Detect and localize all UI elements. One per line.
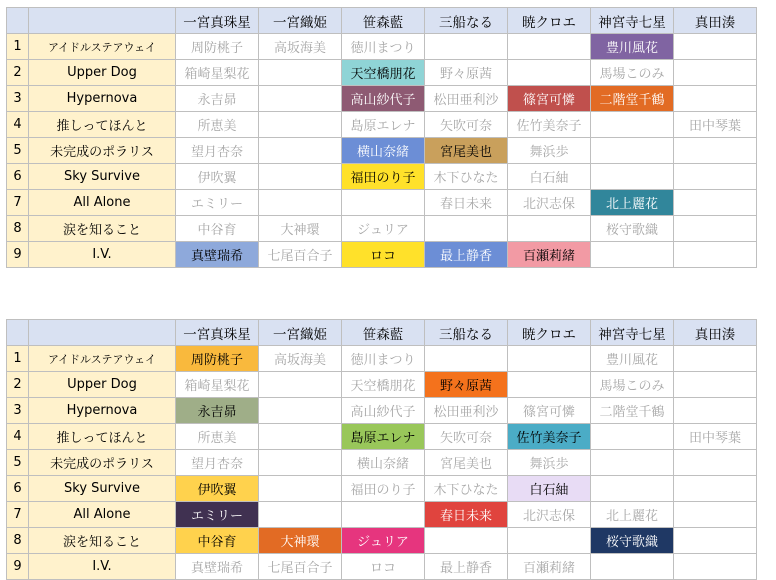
member-cell[interactable]: 福田のり子 — [342, 164, 425, 190]
header-row — [7, 320, 757, 346]
member-cell[interactable]: 二階堂千鶴 — [591, 398, 674, 424]
header-blank — [7, 320, 29, 346]
row-number: 5 — [7, 450, 29, 476]
row-number: 8 — [7, 216, 29, 242]
member-cell[interactable]: 矢吹可奈 — [425, 112, 508, 138]
member-cell[interactable]: 馬場このみ — [591, 60, 674, 86]
member-cell[interactable] — [591, 138, 674, 164]
member-cell[interactable] — [259, 164, 342, 190]
member-cell[interactable]: 春日未来 — [425, 502, 508, 528]
table-row — [7, 86, 757, 112]
member-cell[interactable]: 桜守歌織 — [591, 216, 674, 242]
song-title: I.V. — [29, 554, 176, 580]
member-cell[interactable] — [425, 528, 508, 554]
member-cell[interactable]: 佐竹美奈子 — [508, 112, 591, 138]
member-cell[interactable] — [508, 372, 591, 398]
member-cell[interactable]: 横山奈緒 — [342, 450, 425, 476]
member-cell[interactable]: 中谷育 — [176, 216, 259, 242]
member-cell[interactable] — [259, 190, 342, 216]
song-title: Upper Dog — [29, 60, 176, 86]
member-cell[interactable]: 七尾百合子 — [259, 242, 342, 268]
member-cell[interactable]: 伊吹翼 — [176, 164, 259, 190]
column-header: 神宮寺七星 — [591, 320, 674, 346]
member-cell[interactable] — [674, 372, 757, 398]
member-cell[interactable]: 真壁瑞希 — [176, 242, 259, 268]
member-cell[interactable] — [342, 190, 425, 216]
member-cell[interactable]: 木下ひなた — [425, 164, 508, 190]
member-cell[interactable]: 高坂海美 — [259, 346, 342, 372]
member-cell[interactable]: ジュリア — [342, 216, 425, 242]
song-title: Hypernova — [29, 86, 176, 112]
member-cell[interactable]: 七尾百合子 — [259, 554, 342, 580]
member-cell[interactable]: 横山奈緒 — [342, 138, 425, 164]
song-title: Sky Survive — [29, 164, 176, 190]
table-row — [7, 216, 757, 242]
member-cell[interactable] — [674, 34, 757, 60]
member-cell[interactable] — [591, 424, 674, 450]
member-cell[interactable]: 望月杏奈 — [176, 450, 259, 476]
member-cell[interactable]: 舞浜歩 — [508, 450, 591, 476]
table-row — [7, 164, 757, 190]
row-number: 5 — [7, 138, 29, 164]
table-row — [7, 60, 757, 86]
column-header: 神宮寺七星 — [591, 8, 674, 34]
member-cell[interactable]: 北沢志保 — [508, 190, 591, 216]
member-cell[interactable]: 天空橋朋花 — [342, 60, 425, 86]
member-cell[interactable] — [674, 242, 757, 268]
member-cell[interactable]: 伊吹翼 — [176, 476, 259, 502]
member-cell[interactable] — [259, 424, 342, 450]
member-cell[interactable] — [674, 528, 757, 554]
row-number: 6 — [7, 476, 29, 502]
row-number: 1 — [7, 346, 29, 372]
column-header: 笹森藍 — [342, 8, 425, 34]
member-cell[interactable]: 高山紗代子 — [342, 398, 425, 424]
member-cell[interactable] — [425, 34, 508, 60]
member-cell[interactable]: エミリー — [176, 190, 259, 216]
row-number: 6 — [7, 164, 29, 190]
member-cell[interactable]: ジュリア — [342, 528, 425, 554]
member-cell[interactable]: 松田亜利沙 — [425, 86, 508, 112]
table-row — [7, 554, 757, 580]
member-cell[interactable] — [591, 242, 674, 268]
member-cell[interactable]: 箱崎星梨花 — [176, 372, 259, 398]
column-header: 一宮織姫 — [259, 8, 342, 34]
member-cell[interactable] — [674, 502, 757, 528]
member-cell[interactable] — [425, 216, 508, 242]
member-cell[interactable]: 高坂海美 — [259, 34, 342, 60]
member-cell[interactable] — [591, 450, 674, 476]
column-header: 三船なる — [425, 320, 508, 346]
member-cell[interactable]: 舞浜歩 — [508, 138, 591, 164]
header-blank — [7, 8, 29, 34]
member-cell[interactable]: 最上静香 — [425, 554, 508, 580]
member-cell[interactable]: 北沢志保 — [508, 502, 591, 528]
member-cell[interactable]: 白石紬 — [508, 476, 591, 502]
member-cell[interactable]: 永吉昴 — [176, 398, 259, 424]
column-header: 暁クロエ — [508, 8, 591, 34]
member-cell[interactable] — [259, 476, 342, 502]
member-cell[interactable]: 島原エレナ — [342, 424, 425, 450]
table-row — [7, 34, 757, 60]
member-cell[interactable]: 豊川風花 — [591, 346, 674, 372]
member-cell[interactable]: 真壁瑞希 — [176, 554, 259, 580]
member-cell[interactable]: 周防桃子 — [176, 346, 259, 372]
member-cell[interactable] — [674, 60, 757, 86]
row-number: 7 — [7, 502, 29, 528]
song-title: Hypernova — [29, 398, 176, 424]
member-cell[interactable]: 百瀬莉緒 — [508, 554, 591, 580]
member-cell[interactable]: 馬場このみ — [591, 372, 674, 398]
day1-table — [6, 7, 757, 268]
member-cell[interactable] — [674, 450, 757, 476]
song-title: 未完成のポラリス — [29, 450, 176, 476]
member-cell[interactable] — [591, 554, 674, 580]
member-cell[interactable] — [674, 164, 757, 190]
member-cell[interactable]: 桜守歌織 — [591, 528, 674, 554]
member-cell[interactable]: 大神環 — [259, 216, 342, 242]
column-header: 一宮織姫 — [259, 320, 342, 346]
member-cell[interactable] — [259, 86, 342, 112]
table-row — [7, 450, 757, 476]
member-cell[interactable]: 大神環 — [259, 528, 342, 554]
song-title: Sky Survive — [29, 476, 176, 502]
member-cell[interactable]: 野々原茜 — [425, 372, 508, 398]
member-cell[interactable] — [674, 86, 757, 112]
member-cell[interactable]: 矢吹可奈 — [425, 424, 508, 450]
song-title: アイドルステアウェイ — [29, 346, 176, 372]
table-row — [7, 476, 757, 502]
member-cell[interactable]: 田中琴葉 — [674, 112, 757, 138]
member-cell[interactable]: ロコ — [342, 554, 425, 580]
member-cell[interactable] — [259, 138, 342, 164]
column-header: 真田湊 — [674, 8, 757, 34]
row-number: 3 — [7, 86, 29, 112]
member-cell[interactable] — [508, 60, 591, 86]
member-cell[interactable]: 箱崎星梨花 — [176, 60, 259, 86]
member-cell[interactable]: 野々原茜 — [425, 60, 508, 86]
member-cell[interactable] — [674, 190, 757, 216]
table-row — [7, 398, 757, 424]
member-cell[interactable]: 豊川風花 — [591, 34, 674, 60]
member-cell[interactable]: 二階堂千鶴 — [591, 86, 674, 112]
song-title: 推しってほんと — [29, 112, 176, 138]
row-number: 2 — [7, 372, 29, 398]
header-blank — [29, 320, 176, 346]
member-cell[interactable]: 永吉昴 — [176, 86, 259, 112]
table-row — [7, 190, 757, 216]
member-cell[interactable]: 周防桃子 — [176, 34, 259, 60]
member-cell[interactable]: 松田亜利沙 — [425, 398, 508, 424]
column-header: 一宮真珠星 — [176, 320, 259, 346]
row-number: 4 — [7, 424, 29, 450]
member-cell[interactable] — [674, 138, 757, 164]
member-cell[interactable] — [259, 60, 342, 86]
column-header: 三船なる — [425, 8, 508, 34]
member-cell[interactable] — [674, 398, 757, 424]
member-cell[interactable]: 天空橋朋花 — [342, 372, 425, 398]
song-title: アイドルステアウェイ — [29, 34, 176, 60]
member-cell[interactable] — [508, 346, 591, 372]
member-cell[interactable] — [508, 34, 591, 60]
member-cell[interactable] — [425, 346, 508, 372]
column-header: 一宮真珠星 — [176, 8, 259, 34]
member-cell[interactable]: 百瀬莉緒 — [508, 242, 591, 268]
member-cell[interactable]: 中谷育 — [176, 528, 259, 554]
song-title: All Alone — [29, 190, 176, 216]
member-cell[interactable]: ロコ — [342, 242, 425, 268]
column-header: 暁クロエ — [508, 320, 591, 346]
table-row — [7, 372, 757, 398]
table-row — [7, 112, 757, 138]
member-cell[interactable]: 白石紬 — [508, 164, 591, 190]
column-header: 笹森藍 — [342, 320, 425, 346]
row-number: 4 — [7, 112, 29, 138]
member-cell[interactable]: 篠宮可憐 — [508, 86, 591, 112]
member-cell[interactable] — [591, 164, 674, 190]
member-cell[interactable]: 北上麗花 — [591, 502, 674, 528]
song-title: 涙を知ること — [29, 216, 176, 242]
table-row — [7, 346, 757, 372]
song-title: I.V. — [29, 242, 176, 268]
member-cell[interactable]: 島原エレナ — [342, 112, 425, 138]
member-cell[interactable]: 宮尾美也 — [425, 450, 508, 476]
member-cell[interactable]: 木下ひなた — [425, 476, 508, 502]
table-row — [7, 242, 757, 268]
day2-table — [6, 319, 757, 580]
member-cell[interactable]: 高山紗代子 — [342, 86, 425, 112]
member-cell[interactable]: 所恵美 — [176, 424, 259, 450]
member-cell[interactable] — [674, 554, 757, 580]
member-cell[interactable] — [674, 346, 757, 372]
member-cell[interactable]: 佐竹美奈子 — [508, 424, 591, 450]
table-row — [7, 528, 757, 554]
table-row — [7, 138, 757, 164]
member-cell[interactable] — [342, 502, 425, 528]
member-cell[interactable] — [259, 112, 342, 138]
row-number: 3 — [7, 398, 29, 424]
row-number: 8 — [7, 528, 29, 554]
member-cell[interactable]: 篠宮可憐 — [508, 398, 591, 424]
column-header: 真田湊 — [674, 320, 757, 346]
member-cell[interactable]: 宮尾美也 — [425, 138, 508, 164]
table-row — [7, 502, 757, 528]
row-number: 7 — [7, 190, 29, 216]
member-cell[interactable] — [259, 372, 342, 398]
member-cell[interactable] — [508, 528, 591, 554]
member-cell[interactable] — [259, 502, 342, 528]
member-cell[interactable] — [259, 398, 342, 424]
member-cell[interactable]: 所恵美 — [176, 112, 259, 138]
member-cell[interactable]: 福田のり子 — [342, 476, 425, 502]
member-cell[interactable]: 最上静香 — [425, 242, 508, 268]
row-number: 2 — [7, 60, 29, 86]
song-title: All Alone — [29, 502, 176, 528]
header-blank — [29, 8, 176, 34]
member-cell[interactable]: 春日未来 — [425, 190, 508, 216]
row-number: 1 — [7, 34, 29, 60]
member-cell[interactable]: 徳川まつり — [342, 34, 425, 60]
member-cell[interactable] — [591, 476, 674, 502]
song-title: 涙を知ること — [29, 528, 176, 554]
member-cell[interactable] — [674, 476, 757, 502]
member-cell[interactable]: 徳川まつり — [342, 346, 425, 372]
table-row — [7, 424, 757, 450]
member-cell[interactable]: エミリー — [176, 502, 259, 528]
member-cell[interactable] — [591, 112, 674, 138]
header-row — [7, 8, 757, 34]
member-cell[interactable]: 北上麗花 — [591, 190, 674, 216]
song-title: Upper Dog — [29, 372, 176, 398]
member-cell[interactable]: 田中琴葉 — [674, 424, 757, 450]
song-title: 未完成のポラリス — [29, 138, 176, 164]
member-cell[interactable]: 望月杏奈 — [176, 138, 259, 164]
row-number: 9 — [7, 242, 29, 268]
member-cell[interactable] — [674, 216, 757, 242]
row-number: 9 — [7, 554, 29, 580]
member-cell[interactable] — [259, 450, 342, 476]
member-cell[interactable] — [508, 216, 591, 242]
song-title: 推しってほんと — [29, 424, 176, 450]
